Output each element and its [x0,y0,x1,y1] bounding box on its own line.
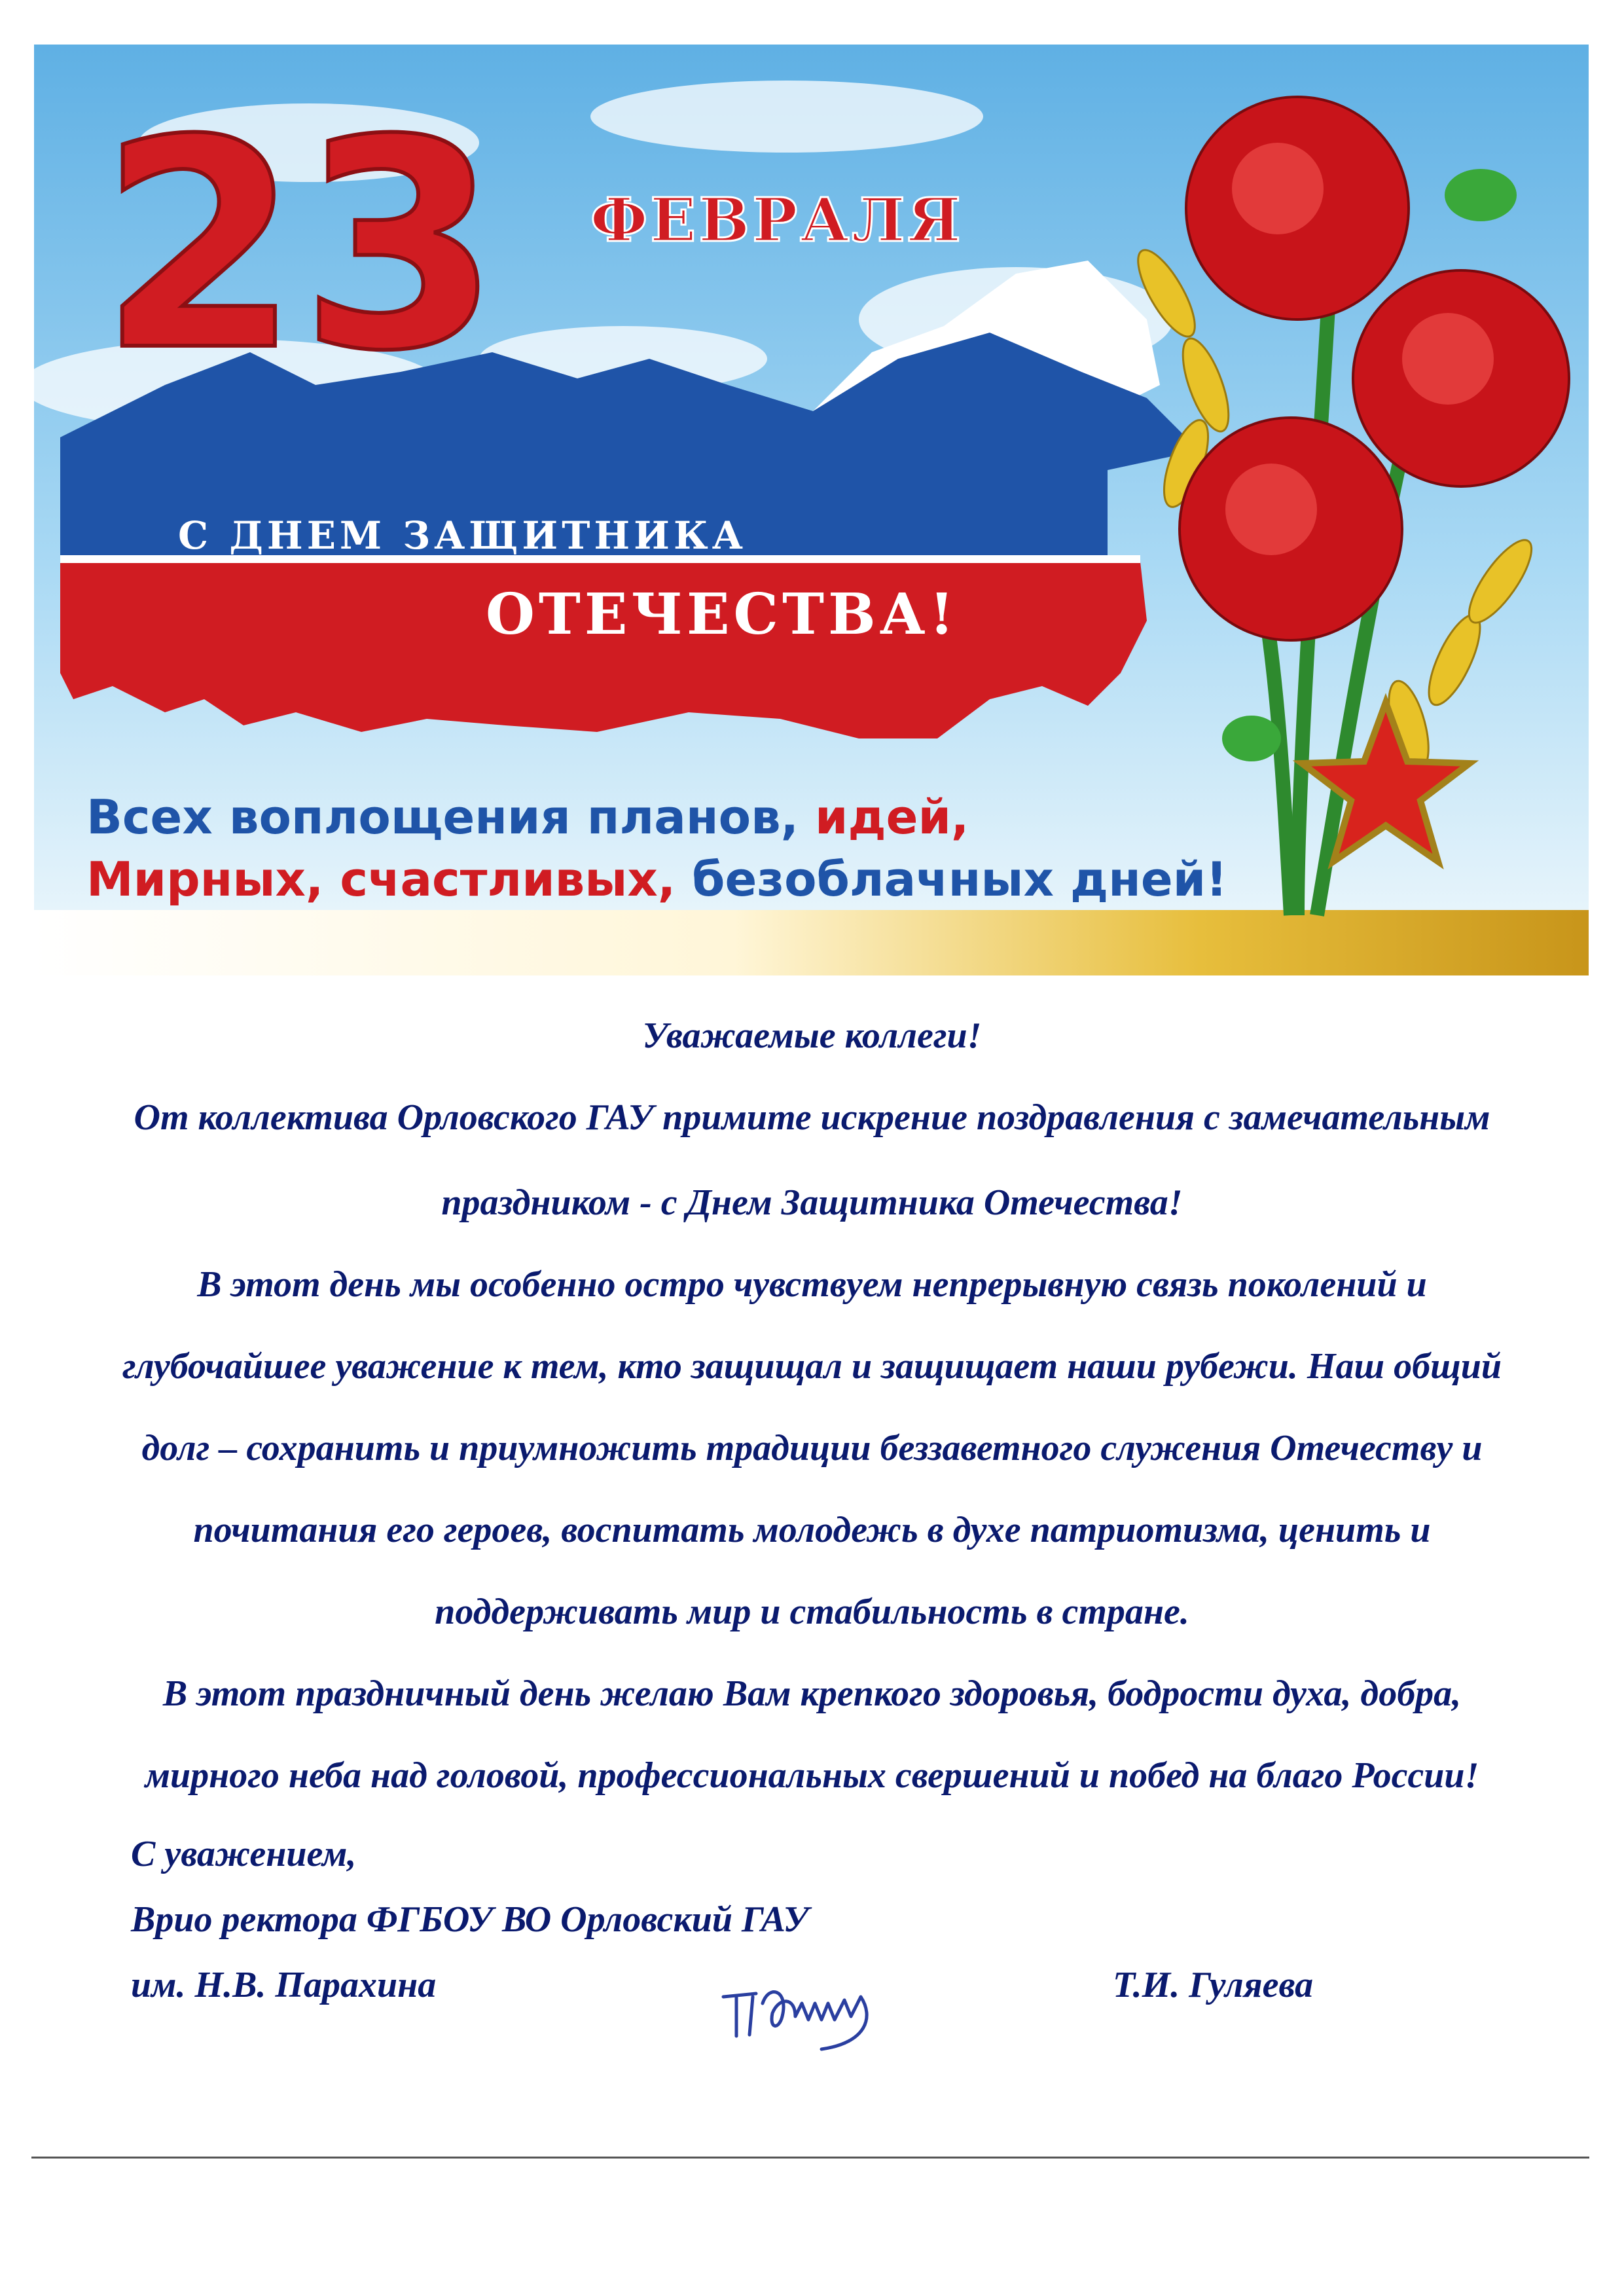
signer-position-line1: Врио ректора ФГБОУ ВО Орловский ГАУ [131,1899,809,1940]
wish-line1-part1: Всех воплощения планов, [86,790,799,845]
gold-stripe [34,910,1589,975]
holiday-title-line1: С ДНЕМ ЗАЩИТНИКА [178,513,747,558]
letter-line: мирного неба над головой, профессиональных свершений и побед на благо России! [145,1755,1479,1796]
wish-line2 [86,852,1227,907]
letter-line: От коллектива Орловского ГАУ примите искрение поздравления с замечательным [134,1097,1490,1138]
wish-line2-part2: безоблачных дней! [676,852,1227,907]
letter-line: долг – сохранить и приумножить традиции беззаветного служения Отечеству и [141,1428,1483,1468]
handwritten-signature [717,1958,913,2056]
closing-phrase: С уважением, [131,1834,357,1874]
bottom-divider [31,2157,1589,2159]
wish-line2-part1: Мирных, счастливых, [86,852,676,907]
holiday-title-line2: ОТЕЧЕСТВА! [486,581,958,647]
date-number [99,79,500,414]
letter-line: праздником - с Днем Защитника Отечества! [441,1182,1183,1223]
wish-line1 [86,790,969,845]
signer-name: Т.И. Гуляева [1113,1965,1314,2005]
wish-line1-part2: идей, [798,790,969,845]
letter-line: почитания его героев, воспитать молодежь в духе патриотизма, ценить и [193,1510,1431,1550]
day-number: 23 [99,79,501,414]
letter-greeting: Уважаемые коллеги! [642,1015,982,1056]
letter-line: поддерживать мир и стабильность в стране. [435,1592,1189,1632]
holiday-banner [34,45,1589,975]
letter-line: глубочайшее уважение к тем, кто защищал и защищает наши рубежи. Наш общий [122,1346,1502,1387]
letter-line: В этот день мы особенно остро чувствуем непрерывную связь поколений и [197,1264,1427,1305]
signer-position-line2: им. Н.В. Парахина [131,1965,437,2005]
letter-line: В этот праздничный день желаю Вам крепкого здоровья, бодрости духа, добра, [162,1673,1462,1714]
month-label: ФЕВРАЛЯ [590,185,964,255]
